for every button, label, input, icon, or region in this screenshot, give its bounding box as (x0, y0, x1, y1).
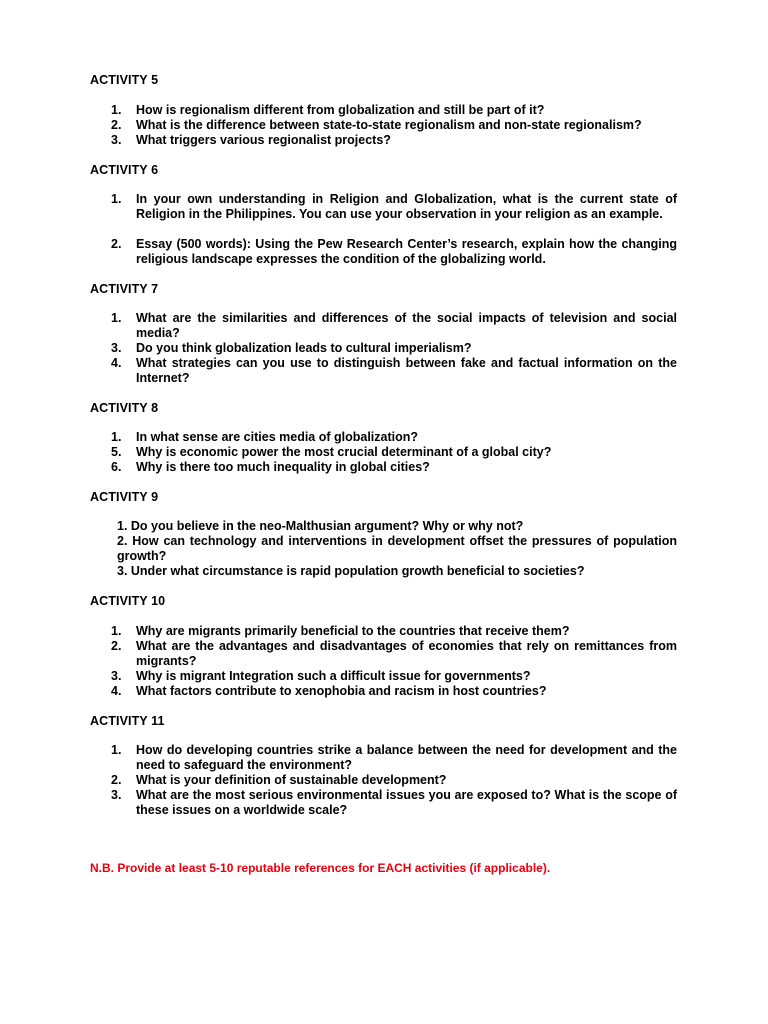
question-text: Do you think globalization leads to cultural imperialism? (136, 341, 472, 355)
activity-10-heading: ACTIVITY 10 (90, 594, 166, 608)
question-number: 2. (111, 773, 122, 787)
activity-11-question-3 (111, 788, 677, 818)
question-text: In what sense are cities media of globalization? (136, 430, 419, 444)
question-text: What factors contribute to xenophobia and racism in host countries? (136, 684, 547, 698)
activity-6-question-2 (111, 237, 677, 267)
activity-10-question-3 (111, 669, 677, 684)
question-number: 4. (111, 684, 122, 698)
question-number: 5. (111, 445, 122, 459)
question-number: 4. (111, 356, 122, 370)
question-number: 6. (111, 460, 122, 474)
activity-11-question-2 (111, 773, 677, 788)
question-text: What triggers various regionalist projects? (136, 133, 391, 147)
question-number: 1. (111, 103, 122, 117)
activity-8-question-5 (111, 445, 677, 460)
question-number: 1. (111, 430, 122, 444)
references-note: N.B. Provide at least 5-10 reputable references for EACH activities (if applicable). (90, 861, 551, 875)
activity-7-question-3 (111, 341, 677, 356)
question-text: How do developing countries strike a balance between the need for development and the need to safeguard the environment? (136, 743, 677, 772)
activity-10-question-1 (111, 624, 677, 639)
question-number: 1. (111, 311, 122, 325)
activity-7-question-4 (111, 356, 677, 386)
activity-8-heading: ACTIVITY 8 (90, 401, 159, 415)
activity-5-question-2 (111, 118, 677, 133)
question-number: 3. (111, 341, 122, 355)
question-number: 3. (111, 133, 122, 147)
question-number: 2. (111, 118, 122, 132)
activity-8-question-6 (111, 460, 677, 475)
question-text: Essay (500 words): Using the Pew Research Center’s research, explain how the changing religious landscape expresses the condition of the globalizing world. (136, 237, 677, 266)
question-text: Why is there too much inequality in global cities? (136, 460, 430, 474)
question-text: What is your definition of sustainable development? (136, 773, 447, 787)
activity-6-heading: ACTIVITY 6 (90, 163, 159, 177)
question-number: 1. (111, 192, 122, 206)
activity-9-question-2: 2. How can technology and interventions in development offset the pressures of population growth? (117, 534, 677, 563)
question-text: What is the difference between state-to-state regionalism and non-state regionalism? (136, 118, 642, 132)
question-text: In your own understanding in Religion and Globalization, what is the current state of Religion in the Philippines. You can use your observation in your religion as an example. (136, 192, 677, 221)
activity-10-question-4 (111, 684, 677, 699)
question-number: 3. (111, 788, 122, 802)
question-text: How is regionalism different from globalization and still be part of it? (136, 103, 545, 117)
question-text: What are the most serious environmental issues you are exposed to? What is the scope of these issues on a worldwide scale? (136, 788, 677, 817)
question-text: Why is economic power the most crucial determinant of a global city? (136, 445, 552, 459)
activity-6-question-1 (111, 192, 677, 222)
question-number: 2. (111, 639, 122, 653)
activity-11-question-1 (111, 743, 677, 773)
question-number: 3. (111, 669, 122, 683)
question-text: Why is migrant Integration such a difficult issue for governments? (136, 669, 531, 683)
question-text: What are the advantages and disadvantages of economies that rely on remittances from migrants? (136, 639, 677, 668)
activity-5-question-1 (111, 103, 677, 118)
question-number: 1. (111, 743, 122, 757)
question-text: What strategies can you use to distinguish between fake and factual information on the Internet? (136, 356, 677, 385)
question-text: What are the similarities and differences of the social impacts of television and social media? (136, 311, 677, 340)
activity-9-question-1: 1. Do you believe in the neo-Malthusian argument? Why or why not? (117, 519, 524, 533)
activity-9-question-3: 3. Under what circumstance is rapid population growth beneficial to societies? (117, 564, 585, 578)
question-number: 2. (111, 237, 122, 251)
activity-5-heading: ACTIVITY 5 (90, 73, 159, 87)
question-number: 1. (111, 624, 122, 638)
activity-7-heading: ACTIVITY 7 (90, 282, 159, 296)
activity-9-heading: ACTIVITY 9 (90, 490, 159, 504)
activity-11-heading: ACTIVITY 11 (90, 714, 165, 728)
activity-10-question-2 (111, 639, 677, 669)
activity-7-question-1 (111, 311, 677, 341)
activity-8-question-1 (111, 430, 677, 445)
activity-5-question-3 (111, 133, 677, 148)
question-text: Why are migrants primarily beneficial to the countries that receive them? (136, 624, 570, 638)
